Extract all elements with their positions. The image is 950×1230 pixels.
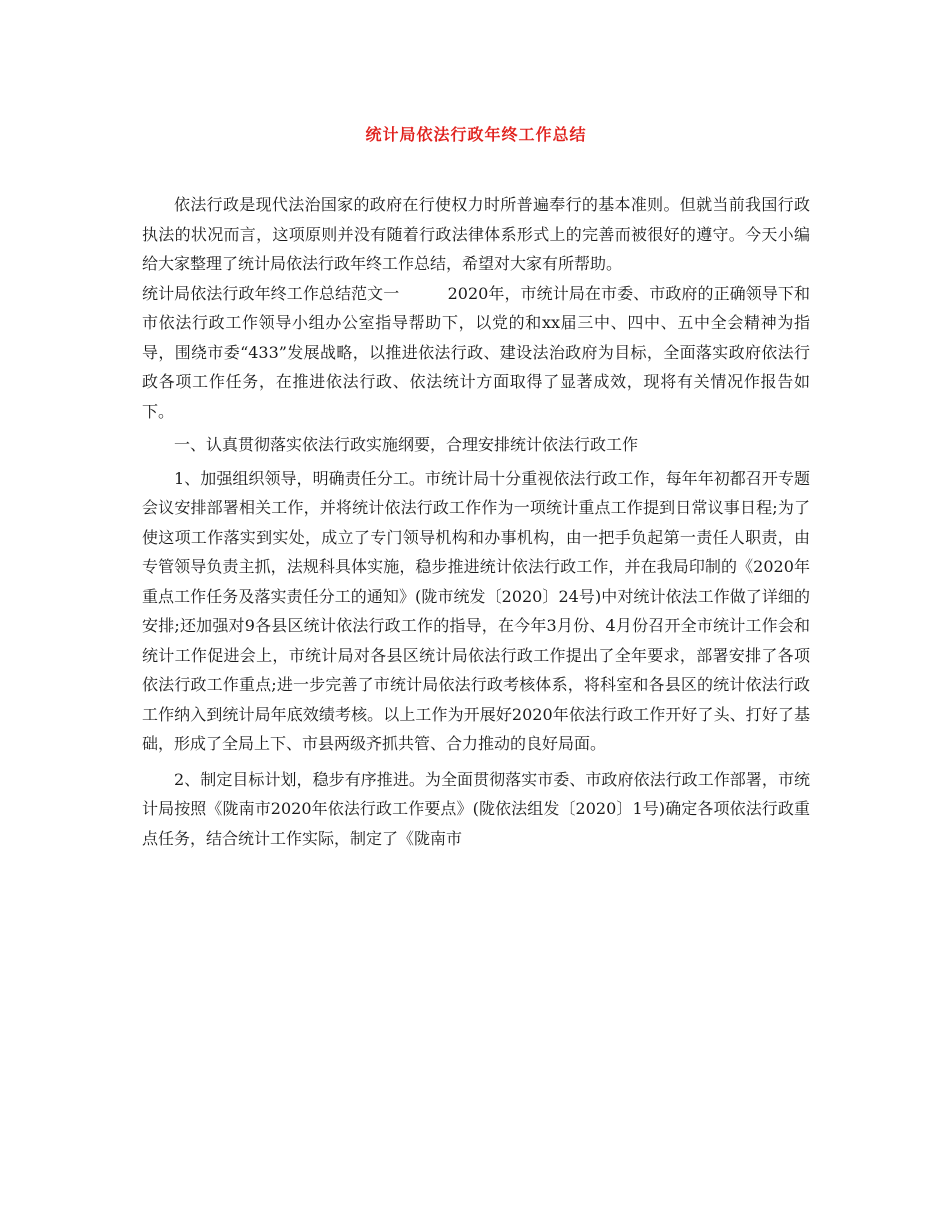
section-heading-paragraph: 统计局依法行政年终工作总结范文一 2020年，市统计局在市委、市政府的正确领导下和市依法行政工作领导小组办公室指导帮助下，以党的和xx届三中、四中、五中全会精神为指导，围绕市委“433”发展战略，以推进依法行政、建设法治政府为目标，全面落实政府依法行政各项工作任务，在推进依法行政、依法统计方面取得了显著成效，现将有关情况作报告如下。 — [142, 283, 810, 421]
item-two-paragraph: 2、制定目标计划，稳步有序推进。为全面贯彻落实市委、市政府依法行政工作部署，市统计局按照《陇南市2020年依法行政工作要点》(陇依法组发〔2020〕1号)确定各项依法行政重点任务，结合统计工作实际，制定了《陇南市 — [142, 769, 810, 848]
part-one-heading: 一、认真贯彻落实依法行政实施纲要，合理安排统计依法行政工作 — [174, 435, 639, 454]
document-page — [142, 0, 810, 1230]
document-body — [142, 190, 810, 853]
item-one-paragraph: 1、加强组织领导，明确责任分工。市统计局十分重视依法行政工作，每年年初都召开专题会议安排部署相关工作，并将统计依法行政工作作为一项统计重点工作提到日常议事日程;为了使这项工作落实到实处，成立了专门领导机构和办事机构，由一把手负起第一责任人职责，由专管领导负责主抓，法规科具体实施，稳步推进统计依法行政工作，并在我局印制的《2020年重点工作任务及落实责任分工的通知》(陇市统发〔2020〕24号)中对统计依法工作做了详细的安排;还加强对9各县区统计依法行政工作的指导，在今年3月份、4月份召开全市统计工作会和统计工作促进会上，市统计局对各县区统计局依法行政工作提出了全年要求，部署安排了各项依法行政工作重点;进一步完善了市统计局依法行政考核体系，将科室和各县区的统计依法行政工作纳入到统计局年底效绩考核。以上工作为开展好2020年依法行政工作开好了头、打好了基础，形成了全局上下、市县两级齐抓共管、合力推动的良好局面。 — [142, 468, 810, 753]
intro-paragraph: 依法行政是现代法治国家的政府在行使权力时所普遍奉行的基本准则。但就当前我国行政执法的状况而言，这项原则并没有随着行政法律体系形式上的完善而被很好的遵守。今天小编给大家整理了统计局依法行政年终工作总结，希望对大家有所帮助。 — [142, 195, 810, 273]
document-title: 统计局依法行政年终工作总结 — [365, 125, 587, 144]
